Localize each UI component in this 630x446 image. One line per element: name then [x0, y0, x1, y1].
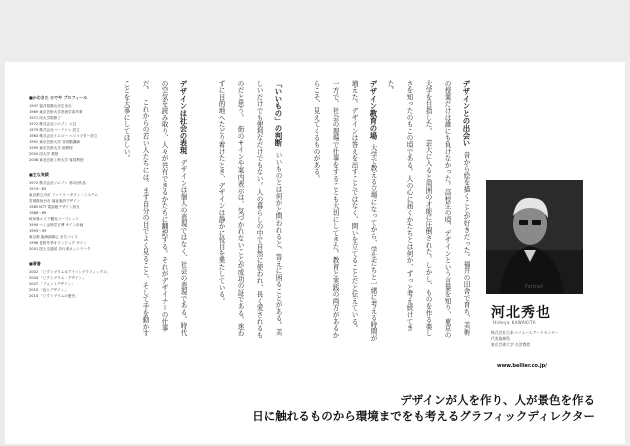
- column-text: デザインは個人の表現ではなく、社会の表現である。時代の空気を読み取り、人々が共有できるかたちに翻訳する。それがデザイナーの仕事だ。: [141, 80, 187, 336]
- sidebar-line: 1995 東京芸術大学 助教授: [29, 146, 73, 150]
- sidebar-line: 宮城県仙台市 福祉施設デザイン: [29, 199, 81, 203]
- person-roman-name: Hideya KAWAKITA: [493, 320, 536, 325]
- column-heading: デザイン教育の場: [369, 80, 378, 140]
- sidebar-line: 2001 国土交通省 歩行者ネットワーク: [29, 247, 91, 251]
- column-text: 芸大に入ると周囲の才能に圧倒された。しかし、ものを作る楽しさを知ったのもこの頃である。人の心に届くかたちとは何か、ずっと考え続けてきた。: [386, 80, 432, 337]
- article-column-1: [386, 80, 476, 342]
- column-text: これからの若い人たちには、まず自分の目でよく見ること、そして手を動かすことを大事にしてほしい。: [122, 80, 149, 337]
- books-list: [29, 269, 115, 299]
- sidebar-line: 2004 同大学 教授: [29, 152, 59, 156]
- sidebar-line: 1974〜83: [29, 187, 47, 191]
- photo-label: Portrait: [524, 284, 544, 290]
- magazine-page: [5, 62, 625, 444]
- article-column-2: [295, 80, 383, 342]
- column-text: 大学で教える立場になってから、学生たちと一緒に考える時間が増えた。デザインは答えを出すことではなく、問いを立てることだと伝えている。: [350, 80, 377, 342]
- sidebar-line: 2007 「フォントデザイン」: [29, 282, 75, 286]
- person-post: 東京芸術大学 名誉教授: [491, 342, 531, 347]
- sidebar-line: 1979 株式会社ハーフドゥ 設立: [29, 128, 80, 132]
- column-text: いいものとは何かと問われると、答えに困ることがある。美しいだけでも便利なだけでもない。人の暮らしの中で自然に使われ、長く愛されるものだと思う。: [236, 80, 282, 339]
- sidebar-line: 1983 株式会社イエロー ヘリコプター設立: [29, 134, 98, 138]
- sidebar-line: 2014 「ピクトグラムの歴史」: [29, 294, 79, 298]
- sidebar-line: 2004 「ピクトグラム・デザイン」: [29, 276, 86, 280]
- books-heading: ■著書: [29, 261, 41, 266]
- catchphrase: [252, 392, 595, 424]
- article-column-3: [200, 80, 288, 342]
- sidebar-line: 1993〜95: [29, 229, 47, 233]
- portrait-image: [486, 180, 583, 294]
- sidebar-line: 1990 つくば科学万博 サイン計画: [29, 223, 84, 227]
- sidebar-line: 2002 「ピクトグラム＆アイコングラフィックス」: [29, 270, 111, 274]
- sidebar-line: 東京都 臨海副都心 まちづくり: [29, 235, 78, 239]
- person-posts: [491, 330, 583, 348]
- awards-heading: ■主な実績: [29, 172, 49, 177]
- sidebar-line: 1971 同大学院修了: [29, 116, 61, 120]
- sidebar-line: 1972 株式会社リエゾン 入社: [29, 122, 77, 126]
- profile-sidebar: [29, 92, 115, 299]
- profile-heading: ■かわきた ひでや プロフィール: [29, 95, 88, 100]
- sidebar-line: 1972 株式会社リエゾン 第1回作品: [29, 181, 86, 185]
- column-text: 街のサインや案内表示は、気づかれないことが成功の証である。迷わずに目的地へたどり着けたとき、デザインは静かに役目を果たしている。: [217, 80, 244, 337]
- sidebar-line: 1985 NTT 電話帳デザイン担当: [29, 205, 80, 209]
- sidebar-line: 1998 長野冬季オリンピック サイン: [29, 241, 87, 245]
- sidebar-line: 1947 福井県勝山市生まれ: [29, 104, 72, 108]
- sidebar-line: 1988〜89: [29, 211, 47, 215]
- portrait-photo: [486, 180, 583, 294]
- sidebar-line: 1969 東京芸術大学美術学部卒業: [29, 110, 83, 114]
- catchphrase-line-1: デザインが人を作り、人が景色を作る: [400, 393, 595, 407]
- column-text: 昔から絵を描くことが好きだった。福井の田舎で育ち、美術の授業だけは誰にも負けなかった。高校生の頃、デザインという言葉を知り、東京の大学を目指した。: [424, 80, 470, 339]
- company-url[interactable]: www.bellier.co.jp/: [497, 363, 548, 369]
- person-post: 代表取締役: [491, 336, 510, 341]
- column-heading: デザインとの出会い: [462, 80, 471, 147]
- column-text: 一方で、社会の現場で仕事をすることも大切にしてきた。教育と実践の両方があるからこそ、見えてくるものがある。: [312, 80, 339, 339]
- person-name: 河北秀也: [491, 305, 551, 321]
- sidebar-line: 1991 東京芸術大学 非常勤講師: [29, 140, 80, 144]
- catchphrase-line-2: 日に触れるものから環境までをも考えるグラフィックディレクター: [252, 409, 595, 423]
- awards-list: [29, 180, 115, 252]
- profile-list: [29, 103, 115, 163]
- column-heading: 「いいもの」の判断: [274, 80, 283, 147]
- sidebar-line: 2010 「色とデザイン」: [29, 288, 68, 292]
- person-post: 株式会社日本ベリエールアートセンター: [491, 330, 559, 335]
- sidebar-line: 岐阜県エリア観光リーフレット: [29, 217, 79, 221]
- sidebar-line: 2008 東北芸術工科大学 客員教授: [29, 158, 84, 162]
- article-column-4: [122, 80, 193, 342]
- sidebar-line: 東京都立川市 ファミリータウン・システム: [29, 193, 98, 197]
- column-heading: デザインは社会の表現: [179, 80, 188, 154]
